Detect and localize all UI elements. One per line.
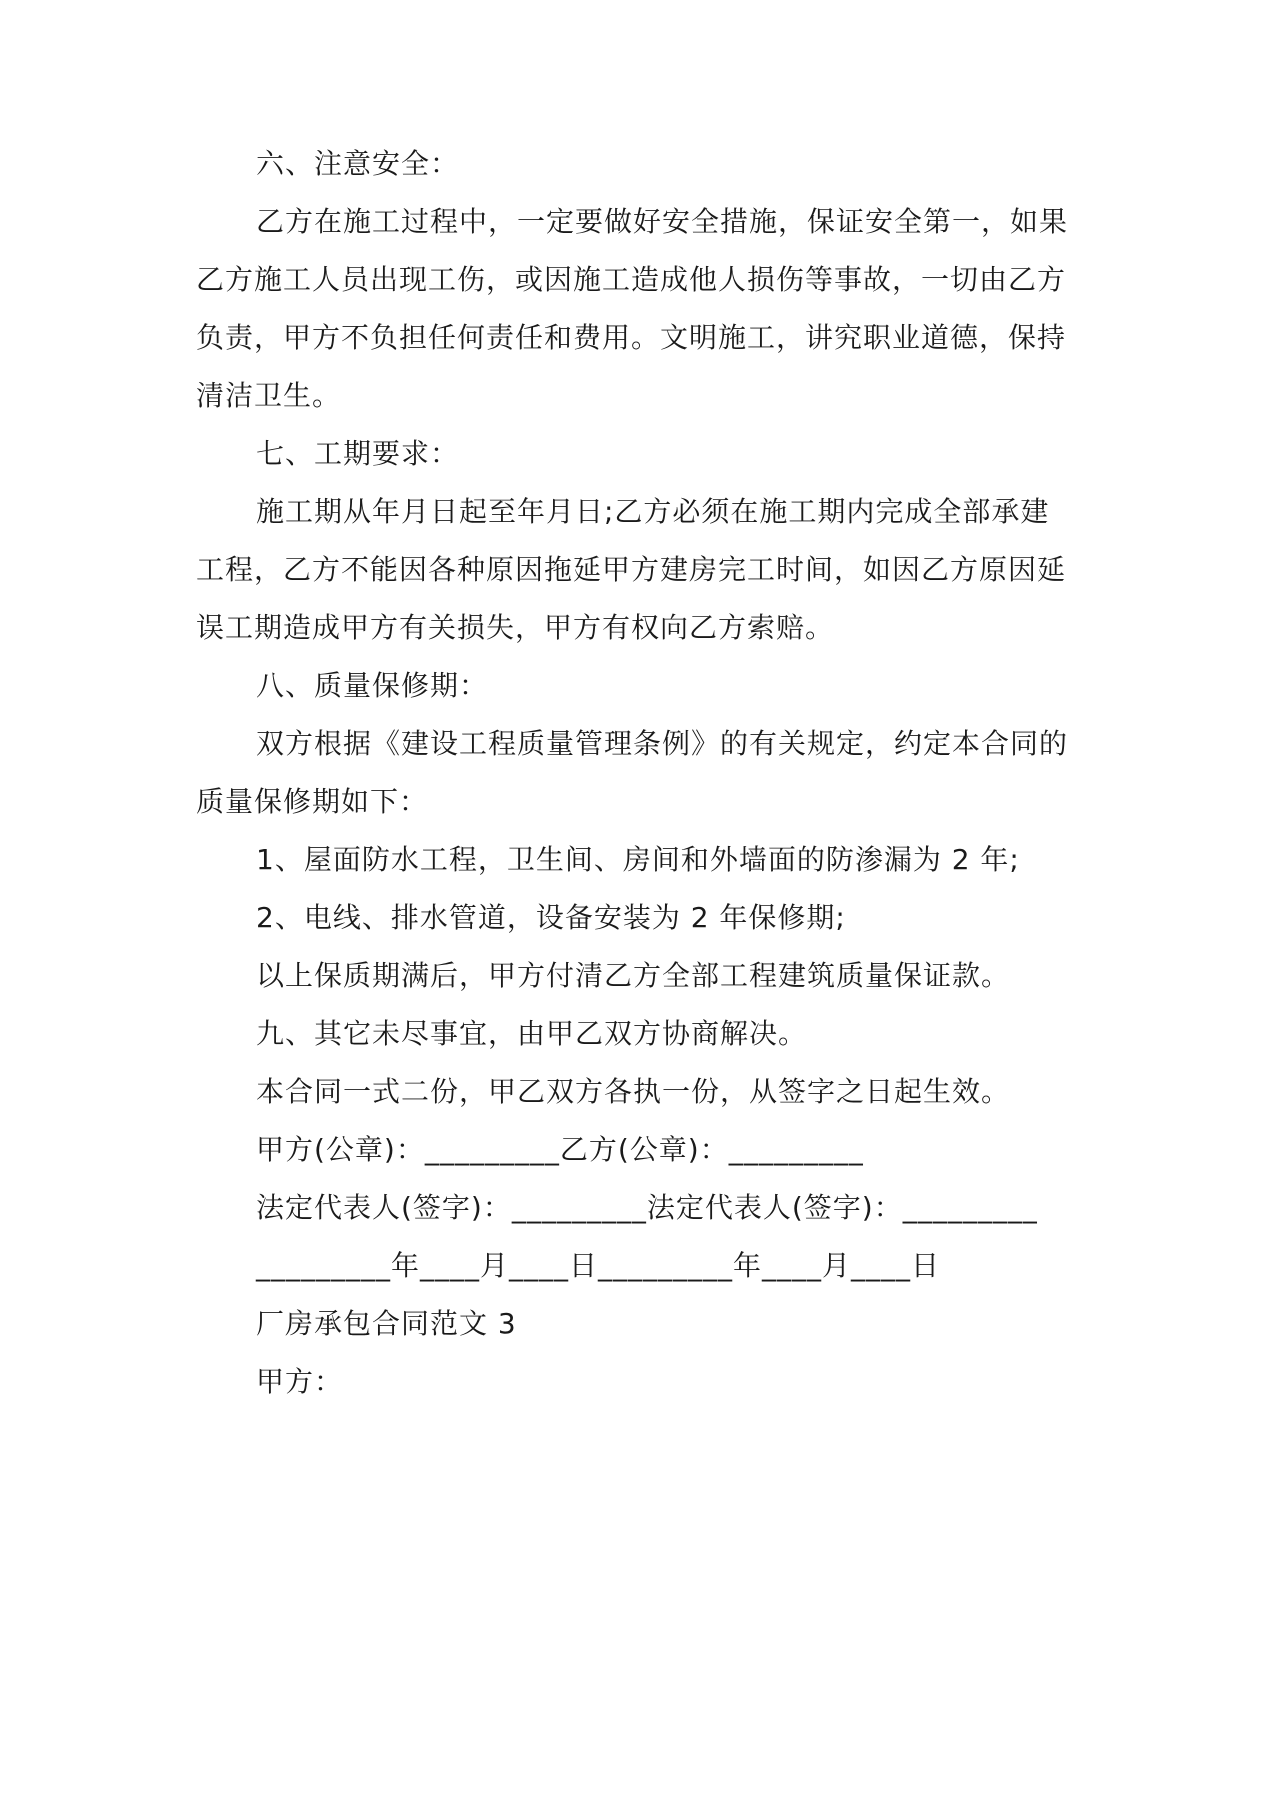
paragraph-line: 乙方在施工过程中，一定要做好安全措施，保证安全第一，如果 — [256, 205, 1069, 238]
paragraph-line: 施工期从年月日起至年月日;乙方必须在施工期内完成全部承建 — [256, 495, 1050, 528]
paragraph-line: 双方根据《建设工程质量管理条例》的有关规定，约定本合同的 — [256, 727, 1069, 760]
paragraph-line: 清洁卫生。 — [196, 379, 342, 412]
signature-line-seal: 甲方(公章)：_________乙方(公章)：_________ — [256, 1133, 864, 1166]
paragraph-line: 误工期造成甲方有关损失，甲方有权向乙方索赔。 — [196, 611, 835, 644]
paragraph-line: 乙方施工人员出现工伤，或因施工造成他人损伤等事故，一切由乙方 — [196, 263, 1067, 296]
document-subtitle: 厂房承包合同范文 3 — [256, 1307, 517, 1340]
section-heading-schedule: 七、工期要求： — [256, 437, 460, 470]
paragraph-line: 质量保修期如下： — [196, 785, 429, 818]
section-heading-safety: 六、注意安全： — [256, 147, 460, 180]
signature-line-representative: 法定代表人(签字)：_________法定代表人(签字)：_________ — [256, 1191, 1038, 1224]
section-heading-warranty: 八、质量保修期： — [256, 669, 489, 702]
paragraph-line: 负责，甲方不负担任何责任和费用。文明施工，讲究职业道德，保持 — [196, 321, 1067, 354]
paragraph-line: 本合同一式二份，甲乙双方各执一份，从签字之日起生效。 — [256, 1075, 1011, 1108]
list-item: 1、屋面防水工程，卫生间、房间和外墙面的防渗漏为 2 年; — [256, 843, 1020, 876]
list-item: 2、电线、排水管道，设备安装为 2 年保修期; — [256, 901, 846, 934]
paragraph-line: 工程，乙方不能因各种原因拖延甲方建房完工时间，如因乙方原因延 — [196, 553, 1067, 586]
section-heading-other: 九、其它未尽事宜，由甲乙双方协商解决。 — [256, 1017, 808, 1050]
paragraph-line: 以上保质期满后，甲方付清乙方全部工程建筑质量保证款。 — [256, 959, 1011, 992]
signature-line-date: _________年____月____日_________年____月____日 — [256, 1249, 941, 1282]
party-a-label: 甲方： — [256, 1365, 344, 1398]
